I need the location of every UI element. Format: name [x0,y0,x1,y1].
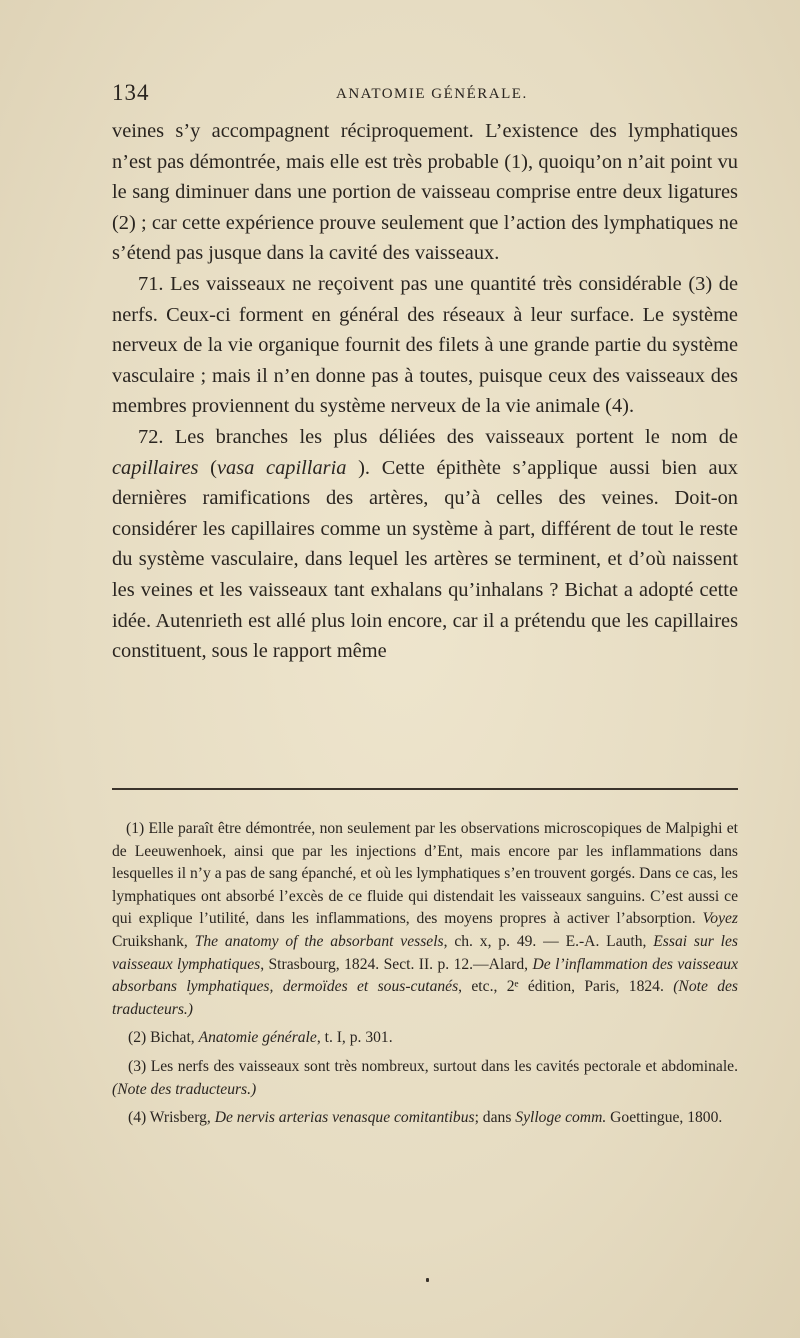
footnote-3-text: (3) Les nerfs des vaisseaux sont très nombreux, surtout dans les cavités pectorale et abdominale. [128,1057,738,1075]
running-head: ANATOMIE GÉNÉRALE. [336,86,528,102]
paragraph-72-rest: ). Cette épithète s’applique aussi bien aux dernières ramifications des artères, qu’à celles des veines. Doit-on considérer les capillaires comme un système à part, différent de tout le reste du système vasculaire, dans lequel les artères se terminent, et d’où naissent les veines et les vaisseaux tant exhalans qu’inhalans ? Bichat a adopté cette idée. Autenrieth est allé plus loin encore, car il a prétendu que les capillaires constituent, sous le rapport même [112,456,739,663]
footnote-1-text-c: , ch. x, p. 49. — E.-A. Lauth, [443,932,654,950]
paragraph-71: 71. Les vaisseaux ne reçoivent pas une quantité très considérable (3) de nerfs. Ceux-ci forment en général des réseaux à leur surface. Le système nerveux de la vie organique fournit des filets à une grande partie du système vasculaire ; mais il n’en donne pas à toutes, puisque ceux des vaisseaux des membres proviennent du système nerveux de la vie animale (4). [112,272,738,418]
term-capillaires: capillaires [112,456,199,479]
print-speck [426,1278,429,1282]
footnote-2-text: (2) Bichat, [128,1029,199,1047]
paragraph-72 [112,422,738,667]
footnote-2-text-b: , t. I, p. 301. [316,1029,393,1047]
footnote-1-title-cruikshank: The anatomy of the absorbant vessels [194,932,444,950]
footnote-1-text: (1) Elle paraît être démontrée, non seulement par les observations microscopiques de Malpighi et de Leeuwenhoek, ainsi que par les injections d’Ent, mais encore par les inflammations dans lesquelles il n’y a pas de sang épanché, et où les lymphatiques s’en trouvent gorgés. Dans ce cas, les lymphatiques ont absorbé l’excès de ce fluide qui distendait les vaisseaux sanguins. C’est aussi ce qui explique l’utilité, dans les inflammations, des moyens propres à activer l’absorption. [112,820,738,928]
footnote-4-text-c: Goettingue, 1800. [606,1109,723,1127]
paragraph-72-start: 72. Les branches les plus déliées des vaisseaux portent le nom de [138,425,738,448]
footnote-3-translator-note: (Note des traducteurs.) [112,1080,257,1098]
footnote-1-translator-note: (Note des traducteurs.) [112,978,738,1018]
main-text [112,116,738,667]
footnote-2 [112,1027,738,1050]
footnote-4 [112,1107,738,1130]
footnote-4-text-b: ; dans [474,1109,516,1127]
footnote-1-text-d: , Strasbourg, 1824. Sect. II. p. 12.—Alard, [260,955,533,973]
footnote-4-title: De nervis arterias venasque comitantibus [214,1109,475,1127]
footnote-4-title-sylloge: Sylloge comm. [515,1109,607,1127]
footnote-1-title-alard: De l’inflammation des vaisseaux absorbans lymphatiques, dermoïdes et sous-cutanés [112,955,738,996]
term-vasa-capillaria: vasa capillaria [216,456,347,479]
footnote-1 [112,818,738,1021]
footnote-2-title: Anatomie générale [198,1029,317,1047]
footnote-separator [112,788,738,790]
footnote-4-text: (4) Wrisberg, [128,1109,215,1127]
page-number: 134 [112,80,150,105]
footnote-3 [112,1056,738,1101]
footnote-1-text-e: , etc., 2ᵉ édition, Paris, 1824. [458,978,674,996]
footnote-1-voyez: Voyez [702,910,738,928]
footnotes [112,818,738,1136]
footnote-1-title-lauth: Essai sur les vaisseaux lymphatiques [112,932,738,973]
paren-open: ( [198,456,217,479]
footnote-1-text-b: Cruikshank, [112,932,195,950]
page-header [112,80,738,110]
paragraph-continued: veines s’y accompagnent réciproquement. L’existence des lymphatiques n’est pas démontrée, mais elle est très probable (1), quoiqu’on n’ait point vu le sang diminuer dans une portion de vaisseau comprise entre deux ligatures (2) ; car cette expérience prouve seulement que l’action des lymphatiques ne s’étend pas jusque dans la cavité des vaisseaux. [112,120,738,265]
